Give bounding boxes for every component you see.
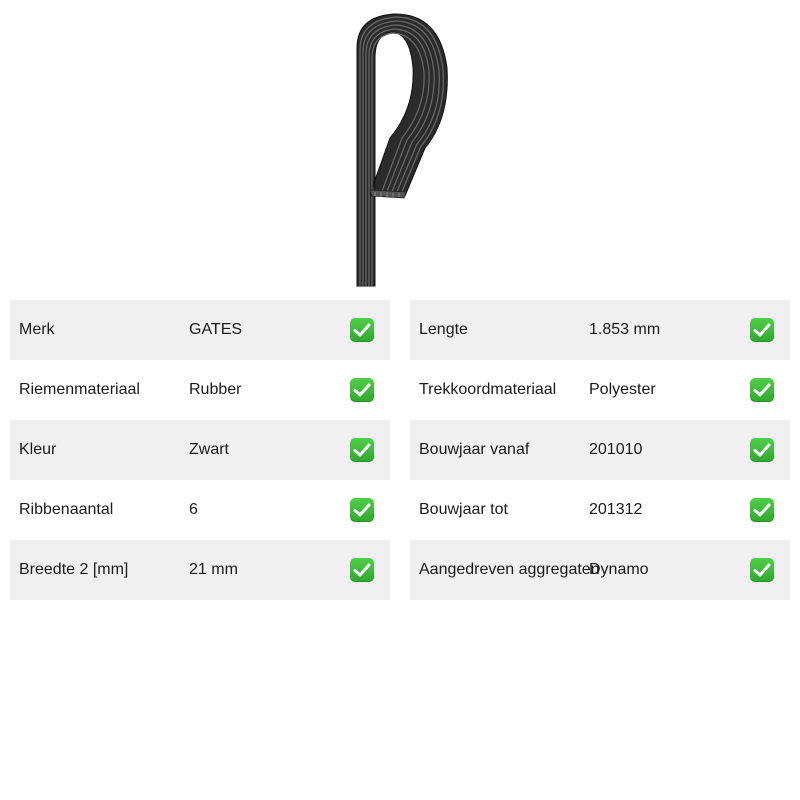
check-mark-icon [350, 378, 374, 402]
spec-value: GATES [189, 321, 243, 338]
spec-row-merk [10, 300, 390, 360]
spec-row-bouwjaar-vanaf [410, 420, 790, 480]
spec-value: 6 [189, 501, 198, 518]
spec-label: Bouwjaar vanaf [419, 441, 530, 458]
spec-value: Zwart [189, 441, 229, 458]
spec-row-riemenmateriaal [10, 360, 390, 420]
spec-value: 1.853 mm [589, 321, 661, 338]
spec-label: Kleur [19, 441, 57, 458]
spec-row-trekkoordmateriaal [410, 360, 790, 420]
spec-label: Trekkoordmateriaal [419, 381, 557, 398]
spec-row-lengte [410, 300, 790, 360]
spec-value: 201312 [589, 501, 643, 518]
check-mark-icon [350, 498, 374, 522]
spec-label: Ribbenaantal [19, 501, 114, 518]
spec-row-aangedreven-aggregaten [410, 540, 790, 600]
spec-label: Aangedreven aggregaten [419, 561, 600, 578]
spec-label: Breedte 2 [mm] [19, 561, 129, 578]
spec-value: Rubber [189, 381, 242, 398]
check-mark-icon [750, 318, 774, 342]
check-mark-icon [350, 318, 374, 342]
spec-label: Merk [19, 321, 55, 338]
v-ribbed-belt-image [300, 8, 500, 288]
spec-label: Lengte [419, 321, 468, 338]
spec-label: Riemenmateriaal [19, 381, 140, 398]
check-mark-icon [750, 438, 774, 462]
check-mark-icon [750, 378, 774, 402]
spec-table-left [10, 300, 390, 600]
spec-label: Bouwjaar tot [419, 501, 508, 518]
spec-value: Dynamo [589, 561, 649, 578]
check-mark-icon [350, 558, 374, 582]
spec-row-ribbenaantal [10, 480, 390, 540]
spec-row-breedte [10, 540, 390, 600]
spec-value: Polyester [589, 381, 656, 398]
belt-illustration [300, 8, 500, 288]
check-mark-icon [750, 558, 774, 582]
spec-table-right [410, 300, 790, 600]
check-mark-icon [750, 498, 774, 522]
check-mark-icon [350, 438, 374, 462]
spec-row-kleur [10, 420, 390, 480]
spec-value: 201010 [589, 441, 643, 458]
spec-value: 21 mm [189, 561, 238, 578]
spec-row-bouwjaar-tot [410, 480, 790, 540]
